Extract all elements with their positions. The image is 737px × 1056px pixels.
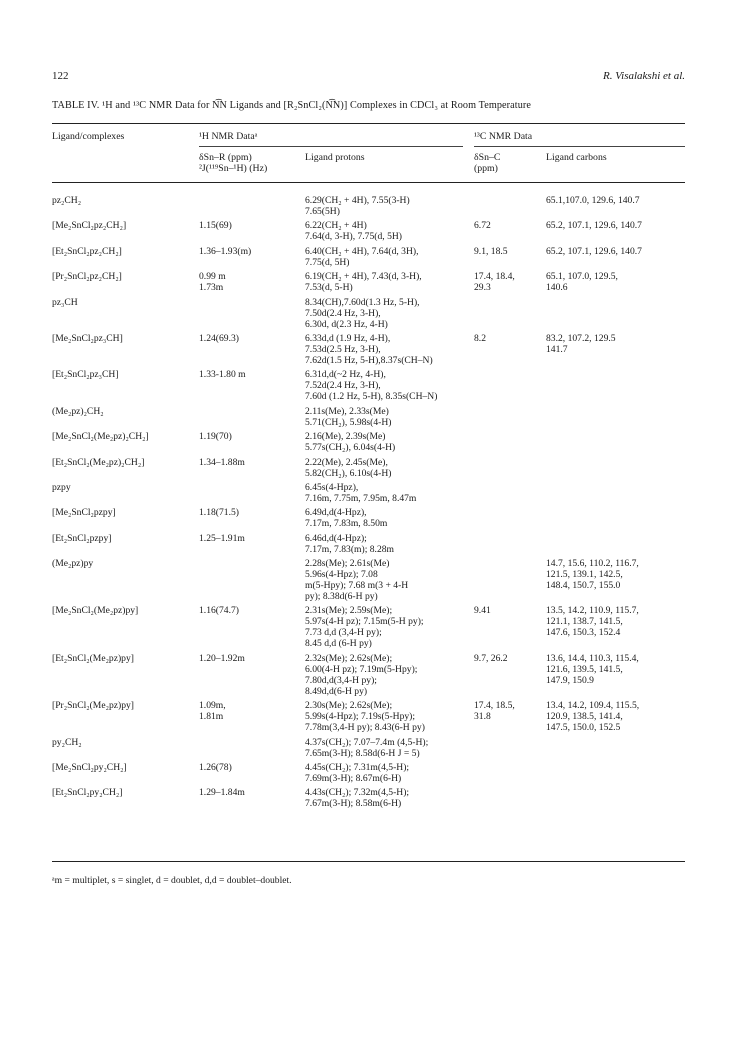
cell-sn-r xyxy=(199,558,305,602)
cell-ligand-carbons xyxy=(546,431,705,453)
table-row xyxy=(52,406,685,428)
cell-sn-r: 1.34–1.88m xyxy=(199,456,245,468)
header-c-nmr: ¹³C NMR Data xyxy=(474,131,533,142)
cell-sn-r: 1.20–1.92m xyxy=(199,652,245,664)
cell-ligand-protons: 2.28s(Me); 2.61s(Me) 5.96s(4-Hpz); 7.08 m(5-Hpy); 7.68 m(3 + 4-H py); 8.38d(6-H py) xyxy=(305,558,409,603)
cell-ligand: [Pr₂SnCl₂pz₂CH₂] xyxy=(52,271,122,283)
cell-sn-c xyxy=(474,762,546,784)
table-caption: TABLE IV. ¹H and ¹³C NMR Data for N͡N Ligands and [R₂SnCl₂(N͡N)] Complexes in CDCl₃ at Room Temperature xyxy=(52,100,532,111)
cell-sn-r xyxy=(199,297,305,330)
header-c-sn-c: δSn–C (ppm) xyxy=(474,152,501,174)
table-row xyxy=(52,605,685,649)
cell-ligand-carbons xyxy=(546,737,705,759)
cell-sn-r: 1.29–1.84m xyxy=(199,787,245,799)
cell-ligand-protons: 6.19(CH₂ + 4H), 7.43(d, 3-H), 7.53(d, 5-H) xyxy=(305,271,422,294)
cell-sn-c xyxy=(474,297,546,330)
cell-sn-r: 1.26(78) xyxy=(199,762,232,774)
cell-ligand-protons: 6.40(CH₂ + 4H), 7.64(d, 3H), 7.75(d, 5H) xyxy=(305,245,419,268)
cell-sn-r xyxy=(199,482,305,504)
table-row xyxy=(52,220,685,242)
cell-sn-c xyxy=(474,369,546,402)
cell-ligand-carbons: 65.2, 107.1, 129.6, 140.7 xyxy=(546,220,642,232)
cell-sn-c: 17.4, 18.4, 29.3 xyxy=(474,271,515,294)
cell-ligand: [Me₂SnCl₂pz₂CH₂] xyxy=(52,220,127,232)
table-row xyxy=(52,431,685,453)
cell-ligand: [Me₂SnCl₂pz₃CH] xyxy=(52,332,123,344)
page-number: 122 xyxy=(52,70,69,82)
cell-ligand: [Et₂SnCl₂pz₂CH₂] xyxy=(52,245,122,257)
cell-ligand-carbons xyxy=(546,533,705,555)
cell-ligand-carbons xyxy=(546,457,705,479)
table-row xyxy=(52,246,685,268)
cell-ligand: pzpy xyxy=(52,481,71,493)
cell-sn-c xyxy=(474,406,546,428)
table-row xyxy=(52,507,685,529)
cell-sn-r xyxy=(199,737,305,759)
cell-sn-c: 17.4, 18.5, 31.8 xyxy=(474,700,515,723)
table-row xyxy=(52,762,685,784)
table-bottom-rule xyxy=(52,861,685,862)
cell-ligand-carbons: 13.5, 14.2, 110.9, 115.7, 121.1, 138.7, 141.5, 147.6, 150.3, 152.4 xyxy=(546,605,639,639)
cell-ligand-carbons xyxy=(546,507,705,529)
cell-sn-c xyxy=(474,507,546,529)
cell-ligand-carbons: 13.4, 14.2, 109.4, 115.5, 120.9, 138.5, 141.4, 147.5, 150.0, 152.5 xyxy=(546,700,640,734)
cell-ligand: (Me₂pz)₂CH₂ xyxy=(52,405,104,417)
cell-ligand-protons: 2.32s(Me); 2.62s(Me); 6.00(4-H pz); 7.19m(5-Hpy); 7.80d,d(3,4-H py); 8.49d,d(6-H py) xyxy=(305,652,418,697)
table-row xyxy=(52,333,685,366)
cell-sn-c xyxy=(474,195,546,217)
cell-ligand-protons: 6.29(CH₂ + 4H), 7.55(3-H) 7.65(5H) xyxy=(305,195,410,217)
cell-sn-c: 9.41 xyxy=(474,605,491,617)
cell-ligand: (Me₂pz)py xyxy=(52,558,94,570)
cell-ligand-protons: 6.31d,d(~2 Hz, 4-H), 7.52d(2.4 Hz, 3-H), 7.60d (1.2 Hz, 5-H), 8.35s(CH–N) xyxy=(305,369,438,403)
running-head: R. Visalakshi et al. xyxy=(603,70,685,82)
cell-ligand: [Me₂SnCl₂pzpy] xyxy=(52,507,116,519)
table-top-rule xyxy=(52,123,685,124)
cell-ligand: [Et₂SnCl₂pzpy] xyxy=(52,532,112,544)
h-nmr-span-rule xyxy=(199,146,463,147)
cell-ligand-protons: 6.49d,d(4-Hpz), 7.17m, 7.83m, 8.50m xyxy=(305,507,388,530)
cell-ligand-protons: 6.22(CH₂ + 4H) 7.64(d, 3-H), 7.75(d, 5H) xyxy=(305,220,402,243)
cell-sn-c: 9.1, 18.5 xyxy=(474,245,508,257)
table-row xyxy=(52,533,685,555)
table-row xyxy=(52,787,685,809)
cell-sn-r: 1.33-1.80 m xyxy=(199,369,246,381)
cell-ligand: pz₃CH xyxy=(52,296,78,308)
cell-ligand: pz₂CH₂ xyxy=(52,195,82,206)
header-h-nmr: ¹H NMR Dataᵃ xyxy=(199,131,258,142)
cell-sn-r: 1.09m, 1.81m xyxy=(199,700,226,723)
cell-ligand-protons: 2.16(Me), 2.39s(Me) 5.77s(CH₂), 6.04s(4-H) xyxy=(305,431,396,454)
cell-ligand-protons: 6.33d,d (1.9 Hz, 4-H), 7.53d(2.5 Hz, 3-H), 7.62d(1.5 Hz, 5-H),8.37s(CH–N) xyxy=(305,332,433,366)
cell-sn-c xyxy=(474,482,546,504)
cell-sn-c: 6.72 xyxy=(474,220,491,232)
table-row xyxy=(52,369,685,402)
table-row xyxy=(52,297,685,330)
cell-sn-c xyxy=(474,533,546,555)
table-row xyxy=(52,737,685,759)
cell-ligand-protons: 6.45s(4-Hpz), 7.16m, 7.75m, 7.95m, 8.47m xyxy=(305,481,417,504)
table-row xyxy=(52,700,685,733)
page-header xyxy=(52,70,685,86)
cell-ligand-carbons xyxy=(546,762,705,784)
cell-ligand-carbons xyxy=(546,406,705,428)
cell-sn-c: 8.2 xyxy=(474,332,486,344)
table-row xyxy=(52,271,685,293)
cell-ligand-carbons xyxy=(546,787,705,809)
cell-ligand-carbons: 65.1,107.0, 129.6, 140.7 xyxy=(546,195,640,206)
cell-ligand: [Me₂SnCl₂py₂CH₂] xyxy=(52,762,127,774)
table-footnote: ᵃm = multiplet, s = singlet, d = doublet, d,d = doublet–doublet. xyxy=(52,875,292,886)
cell-sn-r: 1.24(69.3) xyxy=(199,332,239,344)
table-row xyxy=(52,558,685,602)
cell-sn-r: 1.36–1.93(m) xyxy=(199,245,252,257)
cell-sn-c xyxy=(474,558,546,602)
table-row xyxy=(52,482,685,504)
cell-ligand-protons: 2.22(Me), 2.45s(Me), 5.82(CH₂), 6.10s(4-H) xyxy=(305,456,392,479)
cell-ligand: [Et₂SnCl₂py₂CH₂] xyxy=(52,787,123,799)
c-nmr-span-rule xyxy=(474,146,685,147)
cell-sn-r: 1.19(70) xyxy=(199,431,232,443)
cell-sn-c xyxy=(474,457,546,479)
cell-ligand-protons: 6.46d,d(4-Hpz); 7.17m, 7.83(m); 8.28m xyxy=(305,532,395,555)
cell-ligand-protons: 2.11s(Me), 2.33s(Me) 5.71(CH₂), 5.98s(4-H) xyxy=(305,405,392,428)
cell-ligand-protons: 2.30s(Me); 2.62s(Me); 5.99s(4-Hpz); 7.19s(5-Hpy); 7.78m(3,4-H py); 8.43(6-H py) xyxy=(305,700,425,734)
cell-sn-r xyxy=(199,406,305,428)
cell-ligand-carbons xyxy=(546,482,705,504)
cell-sn-r: 1.25–1.91m xyxy=(199,532,245,544)
cell-ligand: [Et₂SnCl₂pz₃CH] xyxy=(52,369,119,381)
header-h-ligand-protons: Ligand protons xyxy=(305,152,365,163)
cell-ligand-protons: 8.34(CH),7.60d(1.3 Hz, 5-H), 7.50d(2.4 Hz, 3-H), 6.30d, d(2.3 Hz, 4-H) xyxy=(305,296,420,330)
header-h-sn-r: δSn–R (ppm) ²J(¹¹⁹Sn–¹H) (Hz) xyxy=(199,152,268,174)
cell-ligand: [Et₂SnCl₂(Me₂pz)₂CH₂] xyxy=(52,456,145,468)
cell-ligand-carbons xyxy=(546,297,705,330)
cell-ligand-carbons: 83.2, 107.2, 129.5 141.7 xyxy=(546,332,616,355)
cell-sn-r: 1.18(71.5) xyxy=(199,507,239,519)
cell-ligand-carbons: 65.2, 107.1, 129.6, 140.7 xyxy=(546,245,642,257)
cell-sn-c xyxy=(474,737,546,759)
header-ligand-complexes: Ligand/complexes xyxy=(52,131,125,142)
cell-ligand-protons: 4.43s(CH₂); 7.32m(4,5-H); 7.67m(3-H); 8.58m(6-H) xyxy=(305,787,410,810)
table-body xyxy=(52,195,685,813)
cell-sn-r xyxy=(199,195,305,217)
cell-ligand: [Me₂SnCl₂(Me₂pz)py] xyxy=(52,605,139,617)
table-row xyxy=(52,457,685,479)
cell-ligand-carbons xyxy=(546,369,705,402)
cell-ligand: [Pr₂SnCl₂(Me₂pz)py] xyxy=(52,700,134,712)
header-c-ligand-carbons: Ligand carbons xyxy=(546,152,607,163)
cell-sn-c xyxy=(474,787,546,809)
cell-ligand: [Et₂SnCl₂(Me₂pz)py] xyxy=(52,652,134,664)
cell-ligand: [Me₂SnCl₂(Me₂pz)₂CH₂] xyxy=(52,431,149,443)
cell-ligand-carbons: 14.7, 15.6, 110.2, 116.7, 121.5, 139.1, 142.5, 148.4, 150.7, 155.0 xyxy=(546,558,639,592)
cell-ligand-carbons: 13.6, 14.4, 110.3, 115.4, 121.6, 139.5, 141.5, 147.9, 150.9 xyxy=(546,652,639,686)
cell-ligand-carbons: 65.1, 107.0, 129.5, 140.6 xyxy=(546,271,618,294)
cell-sn-r: 1.16(74.7) xyxy=(199,605,239,617)
table-row xyxy=(52,195,685,217)
cell-ligand-protons: 4.45s(CH₂); 7.31m(4,5-H); 7.69m(3-H); 8.67m(6-H) xyxy=(305,762,410,785)
cell-ligand-protons: 4.37s(CH₂); 7.07–7.4m (4,5-H); 7.65m(3-H); 8.58d(6-H J = 5) xyxy=(305,736,429,759)
cell-ligand: py₂CH₂ xyxy=(52,736,82,748)
cell-sn-r: 1.15(69) xyxy=(199,220,232,232)
table-header-rule xyxy=(52,182,685,183)
cell-sn-c xyxy=(474,431,546,453)
table-row xyxy=(52,653,685,697)
cell-ligand-protons: 2.31s(Me); 2.59s(Me); 5.97s(4-H pz); 7.15m(5-H py); 7.73 d,d (3,4-H py); 8.45 d,d (6-H py) xyxy=(305,605,424,650)
cell-sn-r: 0.99 m 1.73m xyxy=(199,271,226,294)
cell-sn-c: 9.7, 26.2 xyxy=(474,652,508,664)
